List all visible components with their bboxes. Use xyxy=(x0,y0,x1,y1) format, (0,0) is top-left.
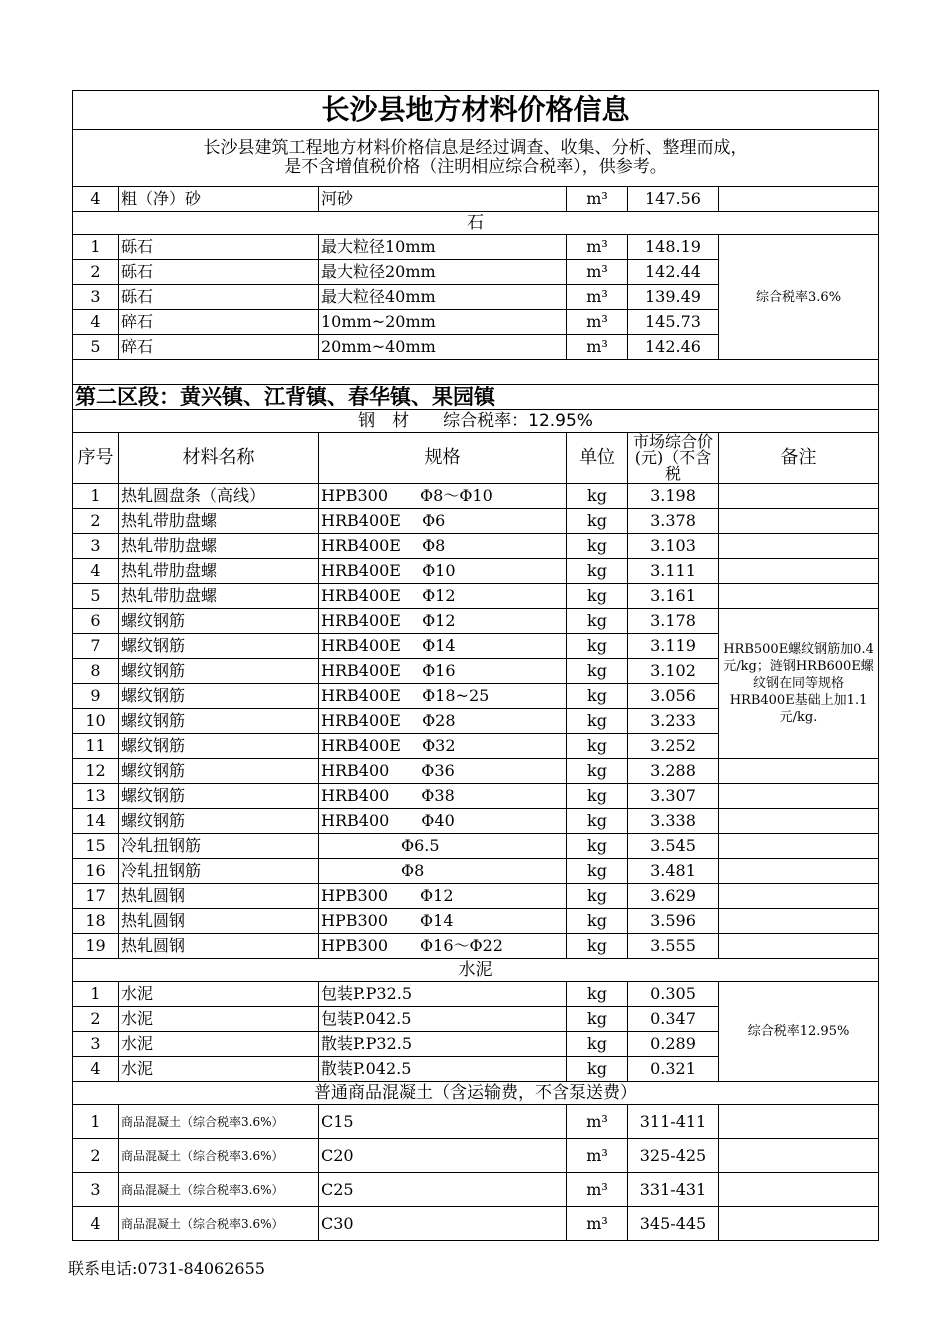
material-unit: kg xyxy=(567,834,628,859)
row-no: 1 xyxy=(73,982,119,1007)
material-spec: HRB400E Φ12 xyxy=(319,584,567,609)
material-name: 冷轧扭钢筋 xyxy=(119,834,319,859)
table-row xyxy=(73,834,879,859)
material-spec: HPB300 Φ12 xyxy=(319,884,567,909)
price-sheet xyxy=(72,90,878,1241)
material-name: 商品混凝土（综合税率3.6%） xyxy=(119,1139,319,1173)
material-price: 0.305 xyxy=(628,982,719,1007)
material-name: 砾石 xyxy=(119,260,319,285)
material-name: 热轧带肋盘螺 xyxy=(119,584,319,609)
material-price: 311-411 xyxy=(628,1105,719,1139)
remark-cell xyxy=(719,1207,879,1241)
material-name: 螺纹钢筋 xyxy=(119,809,319,834)
material-spec: C30 xyxy=(319,1207,567,1241)
material-price: 3.233 xyxy=(628,709,719,734)
page-title: 长沙县地方材料价格信息 xyxy=(73,91,879,130)
table-row xyxy=(73,609,879,634)
material-price: 3.596 xyxy=(628,909,719,934)
material-price: 0.289 xyxy=(628,1032,719,1057)
material-name: 水泥 xyxy=(119,1032,319,1057)
contact-phone: 联系电话:0731-84062655 xyxy=(68,1259,265,1278)
remark-cell xyxy=(719,809,879,834)
material-name: 螺纹钢筋 xyxy=(119,684,319,709)
header-remark: 备注 xyxy=(719,433,879,484)
table-row xyxy=(73,909,879,934)
material-name: 螺纹钢筋 xyxy=(119,659,319,684)
material-spec: 散装P.P32.5 xyxy=(319,1032,567,1057)
row-no: 5 xyxy=(73,335,119,360)
material-unit: m³ xyxy=(567,1105,628,1139)
material-name: 商品混凝土（综合税率3.6%） xyxy=(119,1173,319,1207)
material-name: 水泥 xyxy=(119,1007,319,1032)
material-spec: 10mm~20mm xyxy=(319,310,567,335)
material-name: 热轧圆钢 xyxy=(119,934,319,959)
material-price: 3.545 xyxy=(628,834,719,859)
steel-heading: 钢 材 综合税率：12.95% xyxy=(73,410,879,433)
material-name: 螺纹钢筋 xyxy=(119,734,319,759)
table-row xyxy=(73,1207,879,1241)
remark-cell xyxy=(719,559,879,584)
material-spec: C25 xyxy=(319,1173,567,1207)
material-unit: kg xyxy=(567,1057,628,1082)
remark-note: 综合税率3.6% xyxy=(719,235,879,360)
table-row xyxy=(73,584,879,609)
material-spec: Φ6.5 xyxy=(319,834,567,859)
material-unit: m³ xyxy=(567,1207,628,1241)
material-spec: Φ8 xyxy=(319,859,567,884)
remark-cell xyxy=(719,484,879,509)
material-price: 3.338 xyxy=(628,809,719,834)
material-price: 3.111 xyxy=(628,559,719,584)
row-no: 6 xyxy=(73,609,119,634)
table-row xyxy=(73,534,879,559)
material-name: 螺纹钢筋 xyxy=(119,609,319,634)
material-price: 3.119 xyxy=(628,634,719,659)
header-name: 材料名称 xyxy=(119,433,319,484)
material-name: 螺纹钢筋 xyxy=(119,634,319,659)
material-price: 3.161 xyxy=(628,584,719,609)
intro-line-2: 是不含增值税价格（注明相应综合税率），供参考。 xyxy=(284,157,667,177)
material-price: 325-425 xyxy=(628,1139,719,1173)
material-spec: HPB300 Φ8～Φ10 xyxy=(319,484,567,509)
material-price: 3.198 xyxy=(628,484,719,509)
material-spec: HRB400E Φ16 xyxy=(319,659,567,684)
material-spec: HRB400E Φ32 xyxy=(319,734,567,759)
material-unit: m³ xyxy=(567,1139,628,1173)
blank-row xyxy=(73,360,879,385)
material-unit: kg xyxy=(567,634,628,659)
price-table xyxy=(72,90,879,1241)
row-no: 2 xyxy=(73,1139,119,1173)
material-unit: kg xyxy=(567,759,628,784)
material-spec: HRB400E Φ28 xyxy=(319,709,567,734)
intro-line-1: 长沙县建筑工程地方材料价格信息是经过调查、收集、分析、整理而成， xyxy=(203,138,748,158)
material-unit: kg xyxy=(567,584,628,609)
header-spec: 规格 xyxy=(319,433,567,484)
table-row xyxy=(73,759,879,784)
row-no: 3 xyxy=(73,534,119,559)
stone-heading: 石 xyxy=(73,212,879,235)
material-unit: kg xyxy=(567,809,628,834)
material-price: 3.178 xyxy=(628,609,719,634)
material-unit: kg xyxy=(567,909,628,934)
material-spec: HPB300 Φ14 xyxy=(319,909,567,934)
row-no: 19 xyxy=(73,934,119,959)
table-row xyxy=(73,982,879,1007)
table-row xyxy=(73,509,879,534)
row-no: 4 xyxy=(73,187,119,212)
material-price: 3.481 xyxy=(628,859,719,884)
table-row xyxy=(73,809,879,834)
row-no: 5 xyxy=(73,584,119,609)
material-name: 水泥 xyxy=(119,1057,319,1082)
table-row xyxy=(73,859,879,884)
row-no: 13 xyxy=(73,784,119,809)
row-no: 8 xyxy=(73,659,119,684)
row-no: 2 xyxy=(73,1007,119,1032)
material-spec: HRB400E Φ14 xyxy=(319,634,567,659)
material-spec: C20 xyxy=(319,1139,567,1173)
material-spec: 最大粒径10mm xyxy=(319,235,567,260)
material-unit: kg xyxy=(567,1032,628,1057)
row-no: 1 xyxy=(73,484,119,509)
material-unit: m³ xyxy=(567,260,628,285)
material-spec: HPB300 Φ16～Φ22 xyxy=(319,934,567,959)
material-unit: m³ xyxy=(567,235,628,260)
row-no: 17 xyxy=(73,884,119,909)
material-unit: m³ xyxy=(567,285,628,310)
table-row xyxy=(73,784,879,809)
material-spec: 最大粒径40mm xyxy=(319,285,567,310)
remark-cell xyxy=(719,584,879,609)
material-unit: kg xyxy=(567,709,628,734)
material-unit: kg xyxy=(567,484,628,509)
table-row xyxy=(73,1105,879,1139)
material-name: 热轧带肋盘螺 xyxy=(119,534,319,559)
remark-cell xyxy=(719,534,879,559)
table-row xyxy=(73,884,879,909)
material-name: 水泥 xyxy=(119,982,319,1007)
material-price: 3.378 xyxy=(628,509,719,534)
row-no: 14 xyxy=(73,809,119,834)
material-name: 碎石 xyxy=(119,310,319,335)
material-name: 砾石 xyxy=(119,235,319,260)
table-row xyxy=(73,1139,879,1173)
row-no: 3 xyxy=(73,1173,119,1207)
material-name: 碎石 xyxy=(119,335,319,360)
table-row xyxy=(73,484,879,509)
table-row xyxy=(73,1173,879,1207)
header-unit: 单位 xyxy=(567,433,628,484)
material-unit: kg xyxy=(567,784,628,809)
material-spec: 散装P.042.5 xyxy=(319,1057,567,1082)
row-no: 4 xyxy=(73,310,119,335)
material-spec: HRB400 Φ40 xyxy=(319,809,567,834)
material-spec: HRB400E Φ8 xyxy=(319,534,567,559)
material-price: 145.73 xyxy=(628,310,719,335)
concrete-heading: 普通商品混凝土（含运输费，不含泵送费） xyxy=(73,1082,879,1105)
material-price: 3.103 xyxy=(628,534,719,559)
remark-cell xyxy=(719,859,879,884)
table-row xyxy=(73,235,879,260)
row-no: 4 xyxy=(73,1057,119,1082)
material-name: 螺纹钢筋 xyxy=(119,784,319,809)
material-name: 热轧圆钢 xyxy=(119,909,319,934)
remark-cell xyxy=(719,1105,879,1139)
material-unit: m³ xyxy=(567,310,628,335)
material-spec: 20mm~40mm xyxy=(319,335,567,360)
row-no: 3 xyxy=(73,1032,119,1057)
material-name: 热轧圆钢 xyxy=(119,884,319,909)
row-no: 4 xyxy=(73,1207,119,1241)
material-price: 3.056 xyxy=(628,684,719,709)
row-no: 12 xyxy=(73,759,119,784)
row-no: 2 xyxy=(73,260,119,285)
material-unit: kg xyxy=(567,884,628,909)
material-spec: HRB400E Φ10 xyxy=(319,559,567,584)
material-unit: kg xyxy=(567,734,628,759)
row-no: 11 xyxy=(73,734,119,759)
material-price: 3.555 xyxy=(628,934,719,959)
material-name: 螺纹钢筋 xyxy=(119,709,319,734)
material-name: 热轧带肋盘螺 xyxy=(119,509,319,534)
material-name: 热轧带肋盘螺 xyxy=(119,559,319,584)
material-unit: kg xyxy=(567,859,628,884)
material-price: 3.629 xyxy=(628,884,719,909)
material-unit: kg xyxy=(567,982,628,1007)
row-no: 1 xyxy=(73,235,119,260)
material-unit: kg xyxy=(567,509,628,534)
material-price: 147.56 xyxy=(628,187,719,212)
remark-note: 综合税率12.95% xyxy=(719,982,879,1082)
row-no: 10 xyxy=(73,709,119,734)
table-header xyxy=(73,433,879,484)
material-name: 商品混凝土（综合税率3.6%） xyxy=(119,1207,319,1241)
row-no: 4 xyxy=(73,559,119,584)
remark-cell xyxy=(719,187,879,212)
remark-cell xyxy=(719,1139,879,1173)
material-unit: kg xyxy=(567,609,628,634)
material-unit: kg xyxy=(567,684,628,709)
material-price: 3.288 xyxy=(628,759,719,784)
row-no: 7 xyxy=(73,634,119,659)
material-spec: HRB400E Φ6 xyxy=(319,509,567,534)
material-name: 商品混凝土（综合税率3.6%） xyxy=(119,1105,319,1139)
material-price: 148.19 xyxy=(628,235,719,260)
material-spec: 包装P.042.5 xyxy=(319,1007,567,1032)
material-spec: C15 xyxy=(319,1105,567,1139)
remark-cell xyxy=(719,934,879,959)
remark-cell xyxy=(719,834,879,859)
row-no: 16 xyxy=(73,859,119,884)
material-price: 331-431 xyxy=(628,1173,719,1207)
material-price: 3.307 xyxy=(628,784,719,809)
remark-cell xyxy=(719,884,879,909)
material-spec: HRB400 Φ36 xyxy=(319,759,567,784)
remark-cell xyxy=(719,759,879,784)
table-row xyxy=(73,934,879,959)
material-price: 0.347 xyxy=(628,1007,719,1032)
material-spec: HRB400E Φ18~25 xyxy=(319,684,567,709)
material-unit: kg xyxy=(567,559,628,584)
material-name: 砾石 xyxy=(119,285,319,310)
header-price: 市场综合价(元)（不含税 xyxy=(628,433,719,484)
remark-cell xyxy=(719,784,879,809)
material-spec: 包装P.P32.5 xyxy=(319,982,567,1007)
row-no: 15 xyxy=(73,834,119,859)
material-unit: m³ xyxy=(567,335,628,360)
row-no: 1 xyxy=(73,1105,119,1139)
material-price: 0.321 xyxy=(628,1057,719,1082)
remark-note: HRB500E螺纹钢筋加0.4元/kg；涟钢HRB600E螺纹钢在同等规格HRB400E基础上加1.1元/kg. xyxy=(719,609,879,759)
cement-heading: 水泥 xyxy=(73,959,879,982)
material-price: 142.46 xyxy=(628,335,719,360)
material-unit: kg xyxy=(567,659,628,684)
intro-text xyxy=(73,130,879,187)
material-price: 139.49 xyxy=(628,285,719,310)
material-price: 3.102 xyxy=(628,659,719,684)
material-spec: HRB400E Φ12 xyxy=(319,609,567,634)
material-spec: 最大粒径20mm xyxy=(319,260,567,285)
row-no: 3 xyxy=(73,285,119,310)
material-name: 热轧圆盘条（高线） xyxy=(119,484,319,509)
row-no: 9 xyxy=(73,684,119,709)
material-spec: HRB400 Φ38 xyxy=(319,784,567,809)
material-name: 螺纹钢筋 xyxy=(119,759,319,784)
material-unit: m³ xyxy=(567,1173,628,1207)
row-no: 18 xyxy=(73,909,119,934)
remark-cell xyxy=(719,1173,879,1207)
table-row xyxy=(73,187,879,212)
row-no: 2 xyxy=(73,509,119,534)
zone-title: 第二区段：黄兴镇、江背镇、春华镇、果园镇 xyxy=(73,385,879,410)
material-name: 粗（净）砂 xyxy=(119,187,319,212)
material-price: 142.44 xyxy=(628,260,719,285)
material-unit: kg xyxy=(567,534,628,559)
header-no: 序号 xyxy=(73,433,119,484)
material-unit: m³ xyxy=(567,187,628,212)
material-unit: kg xyxy=(567,934,628,959)
table-row xyxy=(73,559,879,584)
material-price: 3.252 xyxy=(628,734,719,759)
remark-cell xyxy=(719,909,879,934)
material-name: 冷轧扭钢筋 xyxy=(119,859,319,884)
material-price: 345-445 xyxy=(628,1207,719,1241)
remark-cell xyxy=(719,509,879,534)
material-spec: 河砂 xyxy=(319,187,567,212)
material-unit: kg xyxy=(567,1007,628,1032)
